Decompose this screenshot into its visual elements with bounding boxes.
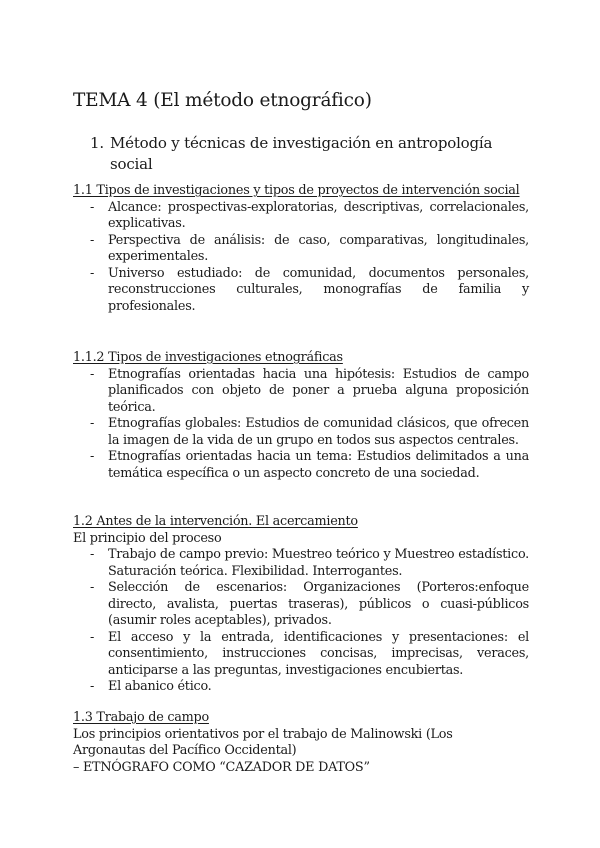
section-1-3-title: 1.3 Trabajo de campo [73,710,209,725]
heading-1-text-line1: Método y técnicas de investigación en antropología [110,134,493,152]
section-1-3 [73,710,529,776]
list-item: - Trabajo de campo previo: Muestreo teórico y Muestreo estadístico. Saturación teórica. Flexibilidad. Interrogantes. [73,547,529,580]
section-1-2-title: 1.2 Antes de la intervención. El acercamiento [73,514,358,529]
section-1-1-2 [73,350,529,482]
list-item: - Universo estudiado: de comunidad, documentos personales, reconstrucciones culturales, monografías de familia y profesionales. [73,266,529,316]
list-item: - Alcance: prospectivas-exploratorias, descriptivas, correlacionales, explicativas. [73,200,529,233]
list-item: - Etnografías orientadas hacia una hipótesis: Estudios de campo planificados con objeto de poner a prueba alguna proposición teórica. [73,367,529,417]
section-1-2-list [73,547,529,696]
heading-1-text-line2: social [110,155,153,173]
section-1-3-paragraph: Los principios orientativos por el trabajo de Malinowski (Los Argonautas del Pacífico Occidental) [73,726,453,758]
section-1-2 [73,514,529,696]
list-item: - El abanico ético. [73,679,529,696]
list-item: - Perspectiva de análisis: de caso, comparativas, longitudinales, experimentales. [73,233,529,266]
list-item: - Etnografías globales: Estudios de comunidad clásicos, que ofrecen la imagen de la vida de un grupo en todos sus aspectos centrales. [73,416,529,449]
section-1-1-2-title: 1.1.2 Tipos de investigaciones etnográficas [73,350,343,365]
document-title: TEMA 4 (El método etnográfico) [73,90,372,111]
section-1-1-list [73,200,529,316]
section-1-1-2-list [73,367,529,483]
section-1-2-intro: El principio del proceso [73,530,222,546]
list-item: - El acceso y la entrada, identificaciones y presentaciones: el consentimiento, instrucciones concisas, imprecisas, veraces, anticiparse a las preguntas, investigaciones encubiertas. [73,630,529,680]
list-item: - Etnografías orientadas hacia un tema: Estudios delimitados a una temática específica o un aspecto concreto de una sociedad. [73,449,529,482]
section-1-1-title: 1.1 Tipos de investigaciones y tipos de proyectos de intervención social [73,183,520,198]
section-1-1 [73,183,529,315]
list-item: - Selección de escenarios: Organizaciones (Porteros:enfoque directo, avalista, puertas traseras), públicos o cuasi-públicos (asumir roles aceptables), privados. [73,580,529,630]
heading-1-number: 1. [90,134,104,152]
heading-1 [90,133,530,175]
section-1-3-quote: – ETNÓGRAFO COMO “CAZADOR DE DATOS” [73,759,370,775]
